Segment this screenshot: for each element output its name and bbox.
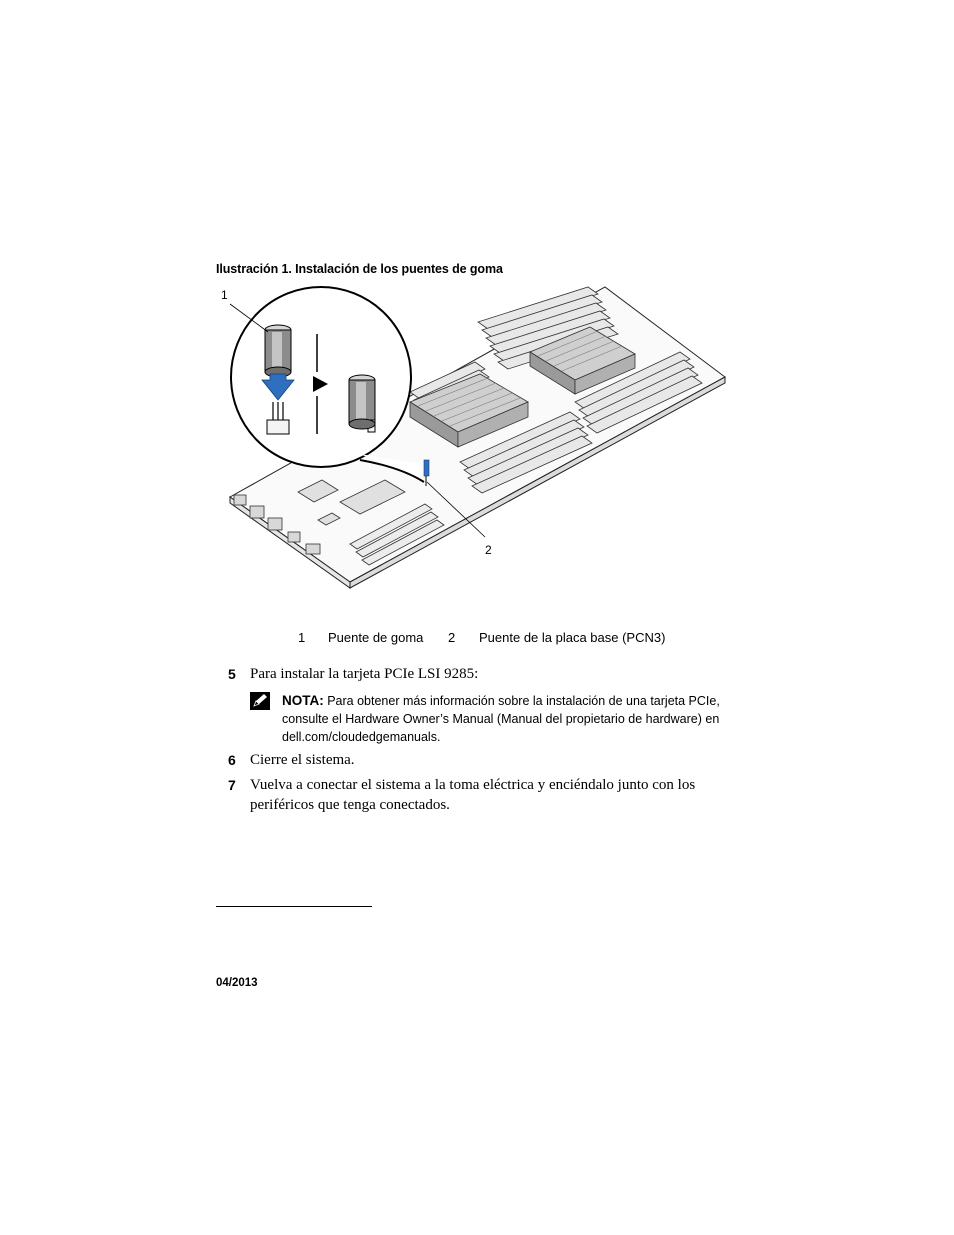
rubber-jumper-before xyxy=(265,325,291,377)
callout-1: 1 xyxy=(221,288,228,302)
legend-label-1: Puente de goma xyxy=(328,630,424,645)
figure-legend xyxy=(298,630,305,645)
legend-number-2-wrap xyxy=(448,630,455,645)
step-number: 7 xyxy=(228,777,236,793)
step-text: Para instalar la tarjeta PCIe LSI 9285: xyxy=(250,666,479,682)
step-text: Vuelva a conectar el sistema a la toma eléctrica y enciéndalo junto con los periféricos que tenga conectados. xyxy=(250,777,696,813)
figure-caption: Ilustración 1. Instalación de los puentes de goma xyxy=(216,262,503,276)
legend-number-2: 2 xyxy=(448,630,456,645)
note-link[interactable]: dell.com/cloudedgemanuals xyxy=(282,730,437,744)
pencil-note-icon xyxy=(250,692,270,710)
note-text xyxy=(282,692,742,746)
rubber-jumper-after xyxy=(349,375,375,432)
legend-label-2: Puente de la placa base (PCN3) xyxy=(479,630,666,645)
note-end: . xyxy=(436,730,441,744)
motherboard-illustration xyxy=(210,282,770,592)
step-text: Cierre el sistema. xyxy=(250,752,355,768)
step-number: 5 xyxy=(228,666,236,682)
publication-date: 04/2013 xyxy=(216,977,258,989)
callout-2: 2 xyxy=(485,543,492,557)
note-body-text: Para obtener más información sobre la instalación de una tarjeta PCIe, consulte el Hardware Owner’s Manual (Manual del propietario de hardware) en xyxy=(282,694,720,726)
legend-number-1: 1 xyxy=(298,630,306,645)
step-number: 6 xyxy=(228,752,236,768)
note-label: NOTA: xyxy=(282,693,324,708)
footnote-divider xyxy=(216,906,372,907)
